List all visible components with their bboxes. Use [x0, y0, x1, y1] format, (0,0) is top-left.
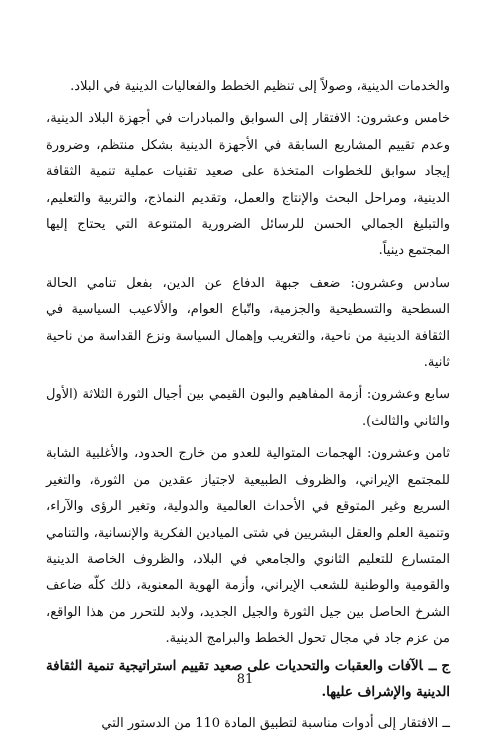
- section-heading-marker: ج ــ: [428, 657, 450, 674]
- paragraph-final-line: ــ الافتقار إلى أدوات مناسبة لتطبيق المادة 110 من الدستور التي: [101, 716, 450, 732]
- paragraph-item-27: سابع وعشرون: أزمة المفاهيم والبون القيمي بين أجيال الثورة الثلاثة (الأول والثاني والثالث).: [46, 387, 450, 429]
- section-heading-text: الآفات والعقبات والتحديات على صعيد تقييم استراتيجية تنمية الثقافة الدينية والإشراف عليها.: [46, 657, 450, 700]
- paragraph-item-25: خامس وعشرون: الافتقار إلى السوابق والمبادرات في أجهزة البلاد الدينية، وعدم تقييم المشاريع السابقة في الأجهزة الدينية بشكل منتظم، وضرورة إيجاد سوابق للخطوات المتخذة على صعيد تقنيات عملية تنمية الثقافة الدينية، ومراحل البحث والإنتاج والعمل، وتقديم النماذج، والتربية والتعليم، والتبليغ الجمالي الحسن للرسائل الضرورية المتنوعة التي يحتاج إليها المجتمع دينياً.: [46, 111, 450, 259]
- paragraph-item-26: سادس وعشرون: ضعف جبهة الدفاع عن الدين، بفعل تنامي الحالة السطحية والتسطيحية والجزمية، واتّباع العوام، والألاعيب السياسية في الثقافة الدينية من ناحية، والتغريب وإهمال السياسة ونزع القداسة من ناحية ثانية.: [46, 275, 450, 371]
- paragraph-item-28: ثامن وعشرون: الهجمات المتوالية للعدو من خارج الحدود، والأغلبية الشابة للمجتمع الإيراني، والظروف الطبيعية لاجتياز عقدين من الثورة، والتغير السريع وغير المتوقع في الأحداث العالمية والدولية، وتغير الرؤى والآراء، وتنمية العلم والعقل البشريين في شتى الميادين الفكرية والإنسانية، والتنامي المتسارع للتعليم الثانوي والجامعي في البلاد، والظروف الخاصة الدينية والقومية والوطنية للشعب الإيراني، وأزمة الهوية المعنوية، ذلك كلّه ضاعف الشرخ الحاصل بين جيل الثورة والجيل الجديد، ولابد للتحرر من هذا الواقع، من عزم جاد في مجال تحول الخطط والبرامج الدينية.: [46, 446, 450, 647]
- page-body: [46, 74, 450, 738]
- page-number: 81: [236, 672, 254, 687]
- paragraph-continuation: والخدمات الدينية، وصولاً إلى تنظيم الخطط والفعاليات الدينية في البلاد.: [70, 79, 450, 94]
